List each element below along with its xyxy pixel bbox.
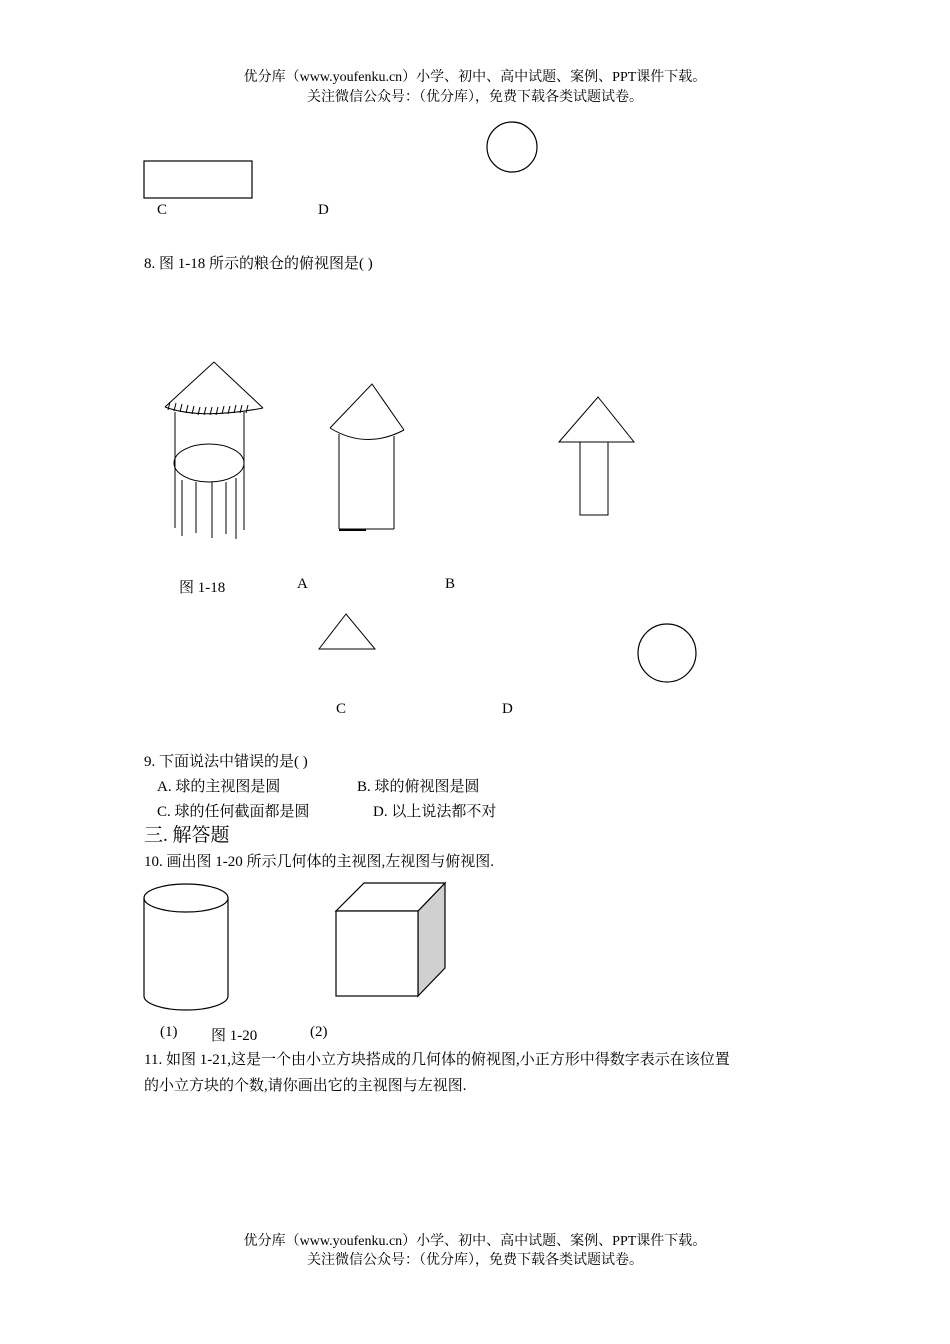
section-title: 三. 解答题 bbox=[144, 825, 230, 846]
q9-option-b: B. 球的俯视图是圆 bbox=[357, 779, 480, 795]
q9-option-d: D. 以上说法都不对 bbox=[373, 804, 497, 820]
q8-label-d: D bbox=[502, 701, 513, 717]
q8-option-c-triangle bbox=[319, 614, 375, 649]
header-line-1: 优分库（www.youfenku.cn）小学、初中、高中试题、案例、PPT课件下载。 bbox=[243, 70, 707, 85]
q7-option-c-rectangle bbox=[144, 161, 252, 198]
q10-question: 10. 画出图 1-20 所示几何体的主视图,左视图与俯视图. bbox=[144, 854, 494, 870]
q7-label-d: D bbox=[318, 202, 329, 218]
header-line-2: 关注微信公众号：（优分库），免费下载各类试题试卷。 bbox=[307, 90, 643, 105]
footer-line-2: 关注微信公众号：（优分库），免费下载各类试题试卷。 bbox=[307, 1253, 643, 1268]
q11-line-2: 的小立方块的个数,请你画出它的主视图与左视图. bbox=[144, 1078, 467, 1094]
q10-cube bbox=[336, 883, 445, 996]
q8-figure-caption: 图 1-18 bbox=[179, 580, 226, 596]
q7-option-d-circle bbox=[487, 122, 537, 172]
q8-label-a: A bbox=[297, 576, 308, 592]
q8-option-a-shape bbox=[330, 384, 404, 530]
q8-option-d-circle bbox=[638, 624, 696, 682]
q9-option-a: A. 球的主视图是圆 bbox=[157, 779, 281, 795]
q9-question: 9. 下面说法中错误的是( ) bbox=[144, 754, 308, 770]
q11-line-1: 11. 如图 1-21,这是一个由小立方块搭成的几何体的俯视图,小正方形中得数字表示在该位置 bbox=[144, 1052, 730, 1068]
q8-option-b-shape bbox=[559, 397, 634, 515]
q8-question: 8. 图 1-18 所示的粮仓的俯视图是( ) bbox=[144, 256, 373, 272]
q10-label-2: (2) bbox=[310, 1024, 328, 1040]
q8-label-c: C bbox=[336, 701, 347, 717]
footer-line-1: 优分库（www.youfenku.cn）小学、初中、高中试题、案例、PPT课件下载。 bbox=[243, 1234, 707, 1249]
q10-label-1: (1) bbox=[160, 1024, 178, 1040]
q8-label-b: B bbox=[445, 576, 456, 592]
granary-figure bbox=[165, 362, 263, 539]
q10-cylinder bbox=[144, 884, 228, 1010]
q9-option-c: C. 球的任何截面都是圆 bbox=[157, 804, 310, 820]
q10-figure-caption: 图 1-20 bbox=[211, 1028, 258, 1044]
q7-label-c: C bbox=[157, 202, 168, 218]
